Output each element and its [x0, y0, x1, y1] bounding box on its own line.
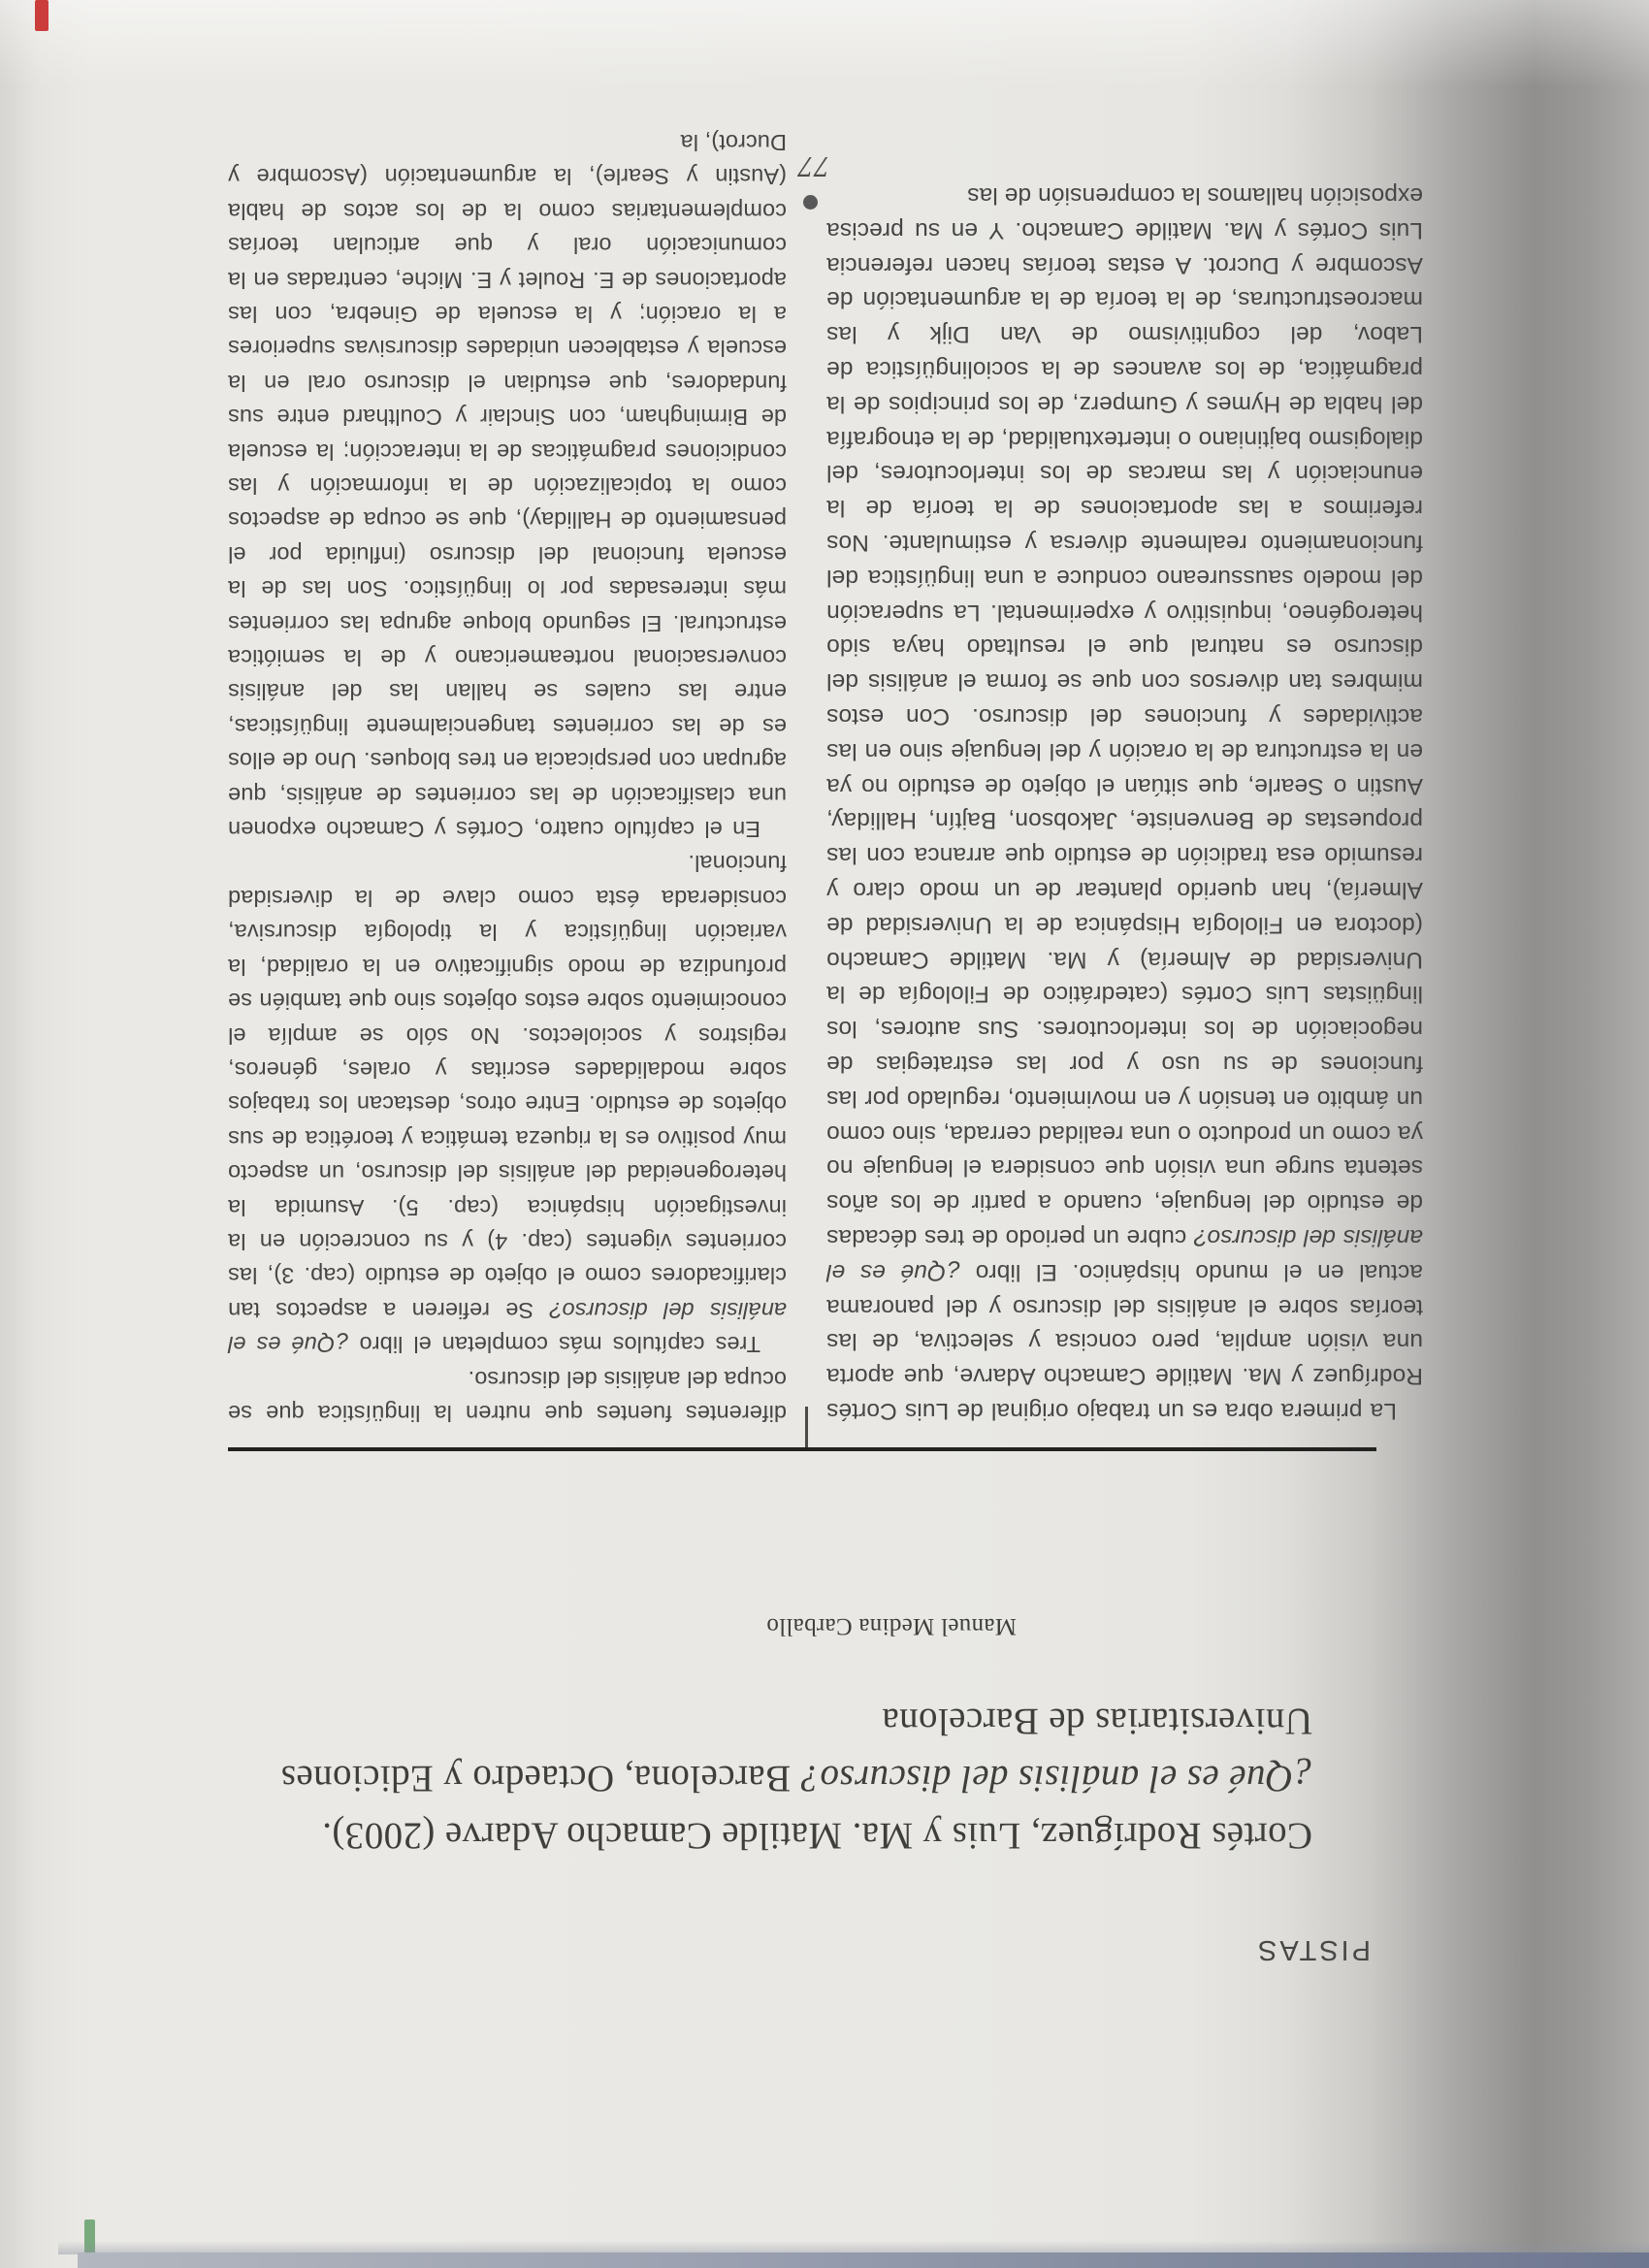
body-text: diferentes fuentes que nutren la lingüística que se ocupa del análisis del discurso.	[228, 1366, 787, 1426]
body-text: Se refieren a aspectos tan clarificadores como el objeto de estudio (cap. 3), las corrientes vigentes (cap. 4) y su concreción en la investigación hispánica (cap. 5). Asumida la heterogeneidad del análisis del discurso, un aspecto muy positivo es la riqueza temática y teorética de sus objetos de estudio. Entre otros, destacan los trabajos sobre modalidades escritas y orales, géneros, registros y sociolectos. No sólo se amplía el conocimiento sobre estos objetos sino que también se profundiza de modo significativo en la oralidad, la variación lingüística y la tipología discursiva, considerada ésta como clave de la diversidad funcional.	[228, 851, 787, 1323]
citation-book-title: ¿Qué es el análisis del discurso?	[800, 1758, 1312, 1799]
page-number: 77	[797, 150, 829, 184]
section-label: PISTAS	[1255, 1934, 1371, 1965]
page-number-dot	[803, 195, 818, 210]
body-paragraph	[228, 125, 787, 847]
body-paragraph	[228, 846, 787, 1361]
column-divider-tick	[805, 1407, 808, 1447]
body-text: En el capítulo cuatro, Cortés y Camacho exponen una clasificación de las corrientes de análisis, que agrupan con perspicacia en tres bloques. Uno de ellos es de las corrientes tangencialmente lingüísticas, entre las cuales se hallan las del análisis conversacional norteamericano y de la semiótica estructural. El segundo bloque agrupa las corrientes más interesadas por lo lingüístico. Son las de la escuela funcional del discurso (influida por el pensamiento de Halliday), que se ocupa de aspectos como la topicalización de la información y las condiciones pragmáticas de la interacción; la escuela de Birmingham, con Sinclair y Coulthard entre sus fundadores, que estudian el discurso oral en la escuela y establecen unidades discursivas superiores a la oración; y la escuela de Ginebra, con las aportaciones de E. Roulet y E. Miche, centradas en la comunicación oral y que articulan teorías complementarias como la de los actos de habla (Austin y Searle), la argumentación (Ascombre y Ducrot), la	[228, 129, 787, 843]
body-text-italic: ¿Qué es el análisis del discurso?	[228, 1297, 787, 1358]
header-divider-rule	[228, 1447, 1376, 1451]
citation-publisher: Barcelona, Octaedro y Ediciones	[280, 1758, 801, 1799]
citation-line-1: Cortés Rodríguez, Luis y Ma. Matilde Camacho Adarve (2003).	[321, 1815, 1312, 1857]
body-text: Tres capítulos más completan el libro	[348, 1332, 760, 1358]
reviewer-name: Manuel Medina Carballo	[766, 1613, 1017, 1639]
citation-line-3: Universitarias de Barcelona	[882, 1701, 1312, 1742]
body-text: La primera obra es un trabajo original de Luis Cortés Rodríguez y Ma. Matilde Camacho Adarve, que aporta una visión amplia, pero concisa y selectiva, de las teorías sobre el análisis del discurso y del panorama actual en el mundo hispánico. El libro	[826, 1258, 1423, 1424]
body-text-italic: ¿Qué es el análisis del discurso?	[826, 1224, 1423, 1285]
body-column-1	[826, 178, 1423, 1428]
body-text: cubre un periodo de tres décadas de estudio del lenguaje, cuando a partir de los años setenta surge una visión que considera el lenguaje no ya como un producto o una realidad cerrada, sino como un ámbito en tensión y en movimiento, regulado por las funciones de su uso y por las estrategias de negociación de los interlocutores. Sus autores, los lingüistas Luis Cortés (catedrático de Filología de la Universidad de Almería) y Ma. Matilde Camacho (doctora en Filología Hispánica de la Universidad de Almería), han querido plantear de un modo claro y resumido esa tradición de estudio que arranca con las propuestas de Benveniste, Jakobson, Bajtín, Halliday, Austin o Searle, que sitúan el objeto de estudio no ya en la estructura de la oración y del lenguaje sino en las actividades y funciones del discurso. Con estos mimbres tan diversos con que se forma el análisis del discurso es natural que el resultado haya sido heterogéneo, inquisitivo y experimental. La superación del modelo saussureano conduce a una lingüística del funcionamiento realmente diversa y estimulante. Nos referimos a las aportaciones de la teoría de la enunciación y las marcas de los interlocutores, del dialogismo bajtiniano o intertextualidad, de la etnografía del habla de Hymes y Gumperz, de los principios de la pragmática, de los avances de la sociolingüística de Labov, del cognitivismo de Van Dijk y las macroestructuras, de la teoría de la argumentación de Ascombre y Ducrot. A estas teorías hacen referencia Luis Cortés y Ma. Matilde Camacho. Y en su precisa exposición hallamos la comprensión de las	[826, 182, 1423, 1251]
citation-line-2	[280, 1750, 1312, 1807]
body-paragraph	[228, 1361, 787, 1430]
book-citation	[280, 1693, 1312, 1864]
body-column-2	[228, 125, 787, 1430]
body-paragraph	[826, 178, 1423, 1428]
